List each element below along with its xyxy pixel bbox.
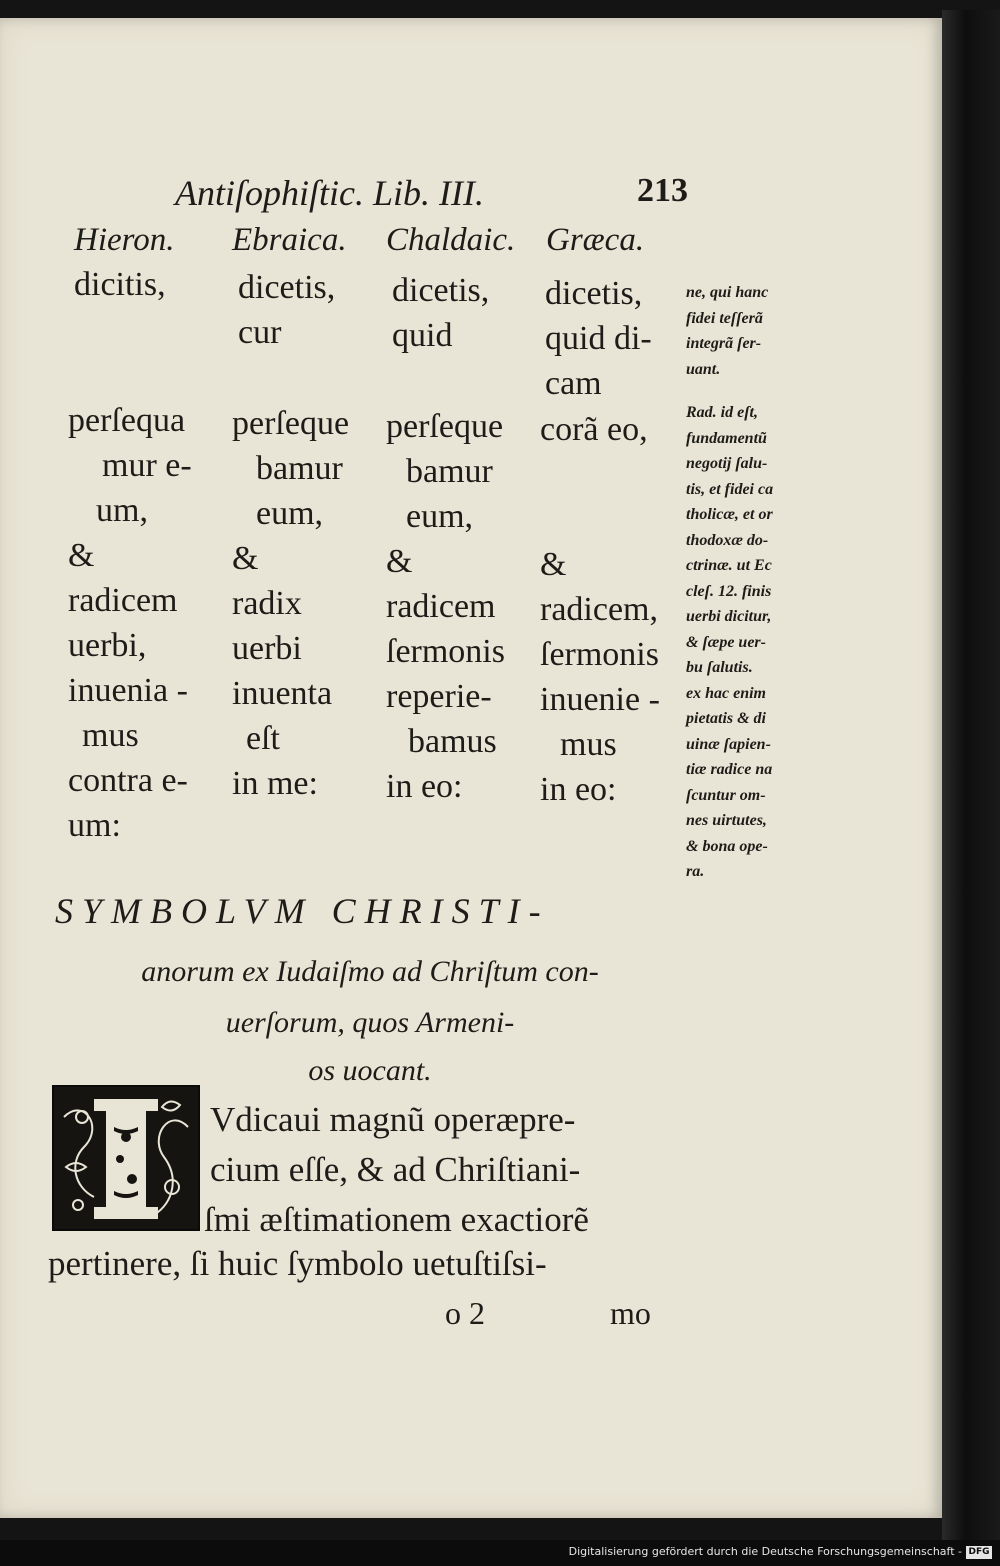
text-line bbox=[540, 452, 660, 497]
text-line: dicitis, bbox=[74, 266, 166, 303]
text-line: radicem, bbox=[540, 591, 658, 628]
body-line: Vdicaui magnũ operæpre- bbox=[210, 1100, 576, 1139]
text-line: mur e- bbox=[102, 447, 192, 484]
margin-line: integrã ſer- bbox=[686, 335, 762, 352]
column-chaldaic-body bbox=[386, 404, 505, 809]
section-subtitle-line: uerſorum, quos Armeni- bbox=[225, 1006, 515, 1039]
margin-line: & bona ope- bbox=[686, 837, 768, 855]
margin-line: negotij ſalu- bbox=[686, 455, 768, 472]
column-graeca-body bbox=[540, 407, 660, 812]
text-line: quid bbox=[392, 317, 453, 354]
margin-line: uinæ ſapien- bbox=[686, 735, 771, 753]
column-heading-chaldaic: Chaldaic. bbox=[386, 222, 516, 258]
margin-line: ſcuntur om- bbox=[686, 786, 766, 804]
text-line: uerbi, bbox=[68, 627, 147, 664]
text-line: ſermonis bbox=[540, 636, 659, 673]
section-subtitle-line: os uocant. bbox=[308, 1054, 432, 1087]
margin-line: & ſæpe uer- bbox=[686, 633, 766, 651]
decorated-initial bbox=[52, 1085, 200, 1231]
margin-line: nes uirtutes, bbox=[686, 812, 767, 829]
text-line: in eo: bbox=[386, 768, 463, 805]
margin-line: tholicæ, et or bbox=[686, 506, 773, 523]
text-line: perſeque bbox=[386, 408, 504, 445]
text-line: cam bbox=[545, 365, 602, 402]
text-line: & bbox=[232, 540, 259, 577]
text-line: perſeque bbox=[232, 405, 350, 442]
column-heading-ebraica: Ebraica. bbox=[232, 222, 347, 258]
dfg-logo: DFG bbox=[966, 1546, 992, 1559]
margin-line: fundamentũ bbox=[686, 429, 767, 447]
margin-note-top bbox=[686, 280, 768, 382]
margin-line: uerbi dicitur, bbox=[686, 608, 772, 625]
text-line: eum, bbox=[406, 498, 474, 535]
text-line: ſermonis bbox=[386, 633, 505, 670]
section-title: SYMBOLVM CHRISTI- bbox=[55, 891, 550, 931]
text-line: um: bbox=[68, 807, 121, 844]
text-line: bamur bbox=[256, 450, 343, 487]
text-line: uerbi bbox=[232, 630, 302, 667]
text-line: inuenta bbox=[232, 675, 333, 712]
running-head-title: Antiſophiſtic. Lib. III. bbox=[175, 173, 484, 213]
digitization-credit: Digitalisierung gefördert durch die Deutsche Forschungsgemeinschaft - bbox=[568, 1545, 962, 1558]
text-line: inuenie - bbox=[540, 681, 660, 718]
text-line: & bbox=[68, 537, 95, 574]
column-hieron-top bbox=[74, 262, 166, 307]
text-line: quid di- bbox=[545, 320, 652, 357]
margin-line: thodoxæ do- bbox=[686, 531, 769, 549]
running-head bbox=[175, 172, 688, 214]
book-spine-edge bbox=[942, 10, 1000, 1540]
text-line: radix bbox=[232, 585, 302, 622]
column-heading-hieron: Hieron. bbox=[74, 222, 175, 258]
text-line: um, bbox=[96, 492, 148, 529]
margin-line: ne, qui hanc bbox=[686, 284, 769, 301]
body-line: cium eſſe, & ad Chriſtiani- bbox=[210, 1150, 581, 1189]
text-line: radicem bbox=[68, 582, 178, 619]
text-line: eſt bbox=[246, 720, 280, 757]
section-subtitle-line: anorum ex Iudaiſmo ad Chriſtum con- bbox=[141, 955, 599, 988]
column-ebraica-body bbox=[232, 401, 349, 806]
margin-line: fidei teſſerã bbox=[686, 309, 763, 327]
text-line: contra e- bbox=[68, 762, 188, 799]
text-line: corã eo, bbox=[540, 411, 648, 448]
column-graeca-top bbox=[545, 271, 652, 406]
text-line: cur bbox=[238, 314, 282, 351]
margin-note-rad bbox=[686, 400, 773, 885]
text-line: perſequa bbox=[68, 402, 186, 439]
margin-line: uant. bbox=[686, 360, 721, 378]
margin-line: cleſ. 12. finis bbox=[686, 582, 772, 600]
text-line: inuenia - bbox=[68, 672, 188, 709]
text-line: & bbox=[540, 546, 567, 583]
margin-line: tiæ radice na bbox=[686, 761, 773, 778]
text-line: dicetis, bbox=[392, 272, 490, 309]
text-line: radicem bbox=[386, 588, 496, 625]
body-line: pertinere, ſi huic ſymbolo uetuſtiſsi- bbox=[48, 1244, 547, 1283]
text-line: eum, bbox=[256, 495, 324, 532]
body-line: ſmi æſtimationem exactiorẽ bbox=[204, 1200, 589, 1239]
column-heading-graeca: Græca. bbox=[546, 222, 645, 258]
text-line: mus bbox=[82, 717, 139, 754]
text-line bbox=[540, 497, 660, 542]
margin-line: pietatis & di bbox=[686, 710, 766, 727]
floral-ornament-icon bbox=[54, 1087, 198, 1229]
column-hieron-body bbox=[68, 398, 192, 848]
margin-line: ra. bbox=[686, 863, 705, 880]
margin-line: ctrinæ. ut Ec bbox=[686, 557, 772, 574]
text-line: in me: bbox=[232, 765, 318, 802]
margin-line: bu ſalutis. bbox=[686, 659, 753, 676]
text-line: & bbox=[386, 543, 413, 580]
margin-line: ex hac enim bbox=[686, 684, 766, 702]
text-line: mus bbox=[560, 726, 617, 763]
margin-line: tis, et fidei ca bbox=[686, 480, 774, 498]
page-number: 213 bbox=[637, 172, 688, 209]
text-line: dicetis, bbox=[545, 275, 643, 312]
signature-mark: o 2 bbox=[445, 1295, 485, 1331]
text-line: reperie- bbox=[386, 678, 492, 715]
column-ebraica-top bbox=[238, 265, 335, 355]
column-chaldaic-top bbox=[392, 268, 489, 358]
margin-line: Rad. id eſt, bbox=[686, 404, 758, 421]
catchword: mo bbox=[610, 1295, 651, 1331]
text-line: bamur bbox=[406, 453, 493, 490]
text-line: in eo: bbox=[540, 771, 617, 808]
text-line: dicetis, bbox=[238, 269, 336, 306]
text-line: bamus bbox=[408, 723, 497, 760]
